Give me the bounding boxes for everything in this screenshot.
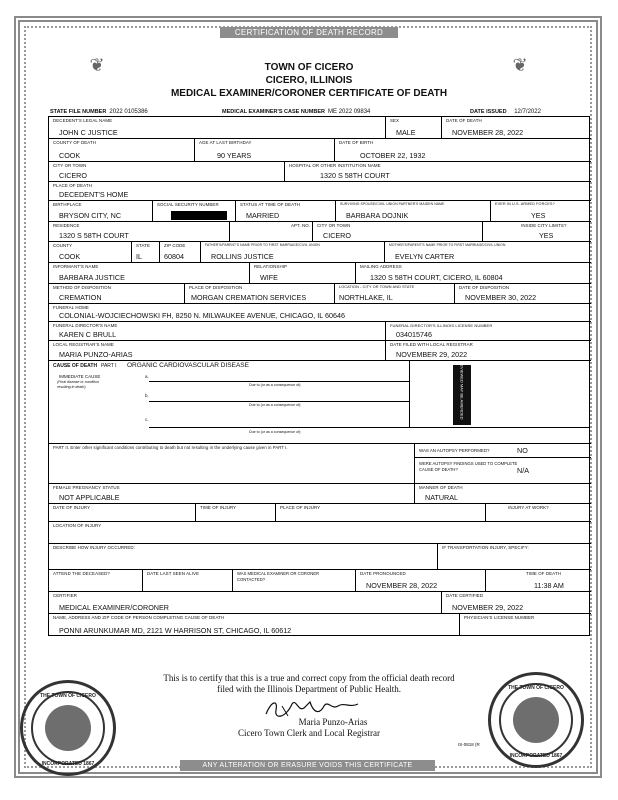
- cause-line-c: [149, 427, 589, 428]
- immediate-cause-note: resulting in death): [57, 385, 86, 389]
- funeral-director-field: FUNERAL DIRECTOR'S NAME KAREN C BRULL: [49, 321, 385, 340]
- cause-letter-b: b.: [145, 393, 149, 398]
- date-certified-field: DATE CERTIFIED NOVEMBER 29, 2022: [441, 591, 591, 613]
- mother-name-field: MOTHER'S/PARENT'S NAME PRIOR TO FIRST MARRIAGE/CIVIL UNION EVELYN CARTER: [384, 241, 591, 262]
- age-field: AGE AT LAST BIRTHDAY 90 YEARS: [194, 138, 334, 161]
- due-to-label: Due to (or as a consequence of):: [249, 430, 302, 434]
- autopsy-field: WAS AN AUTOPSY PERFORMED? NO: [414, 443, 591, 457]
- spouse-field: SURVIVING SPOUSE/CIVIL UNION PARTNER'S MAIDEN NAME BARBARA DOJNIK: [335, 200, 490, 221]
- cause-letter-c: c.: [145, 417, 149, 422]
- part-one-label: PART I: [101, 363, 117, 369]
- date-last-seen-field: DATE LAST SEEN ALIVE: [142, 569, 232, 591]
- father-name-field: FATHER'S/PARENT'S NAME PRIOR TO FIRST MARRIAGE/CIVIL UNION ROLLINS JUSTICE: [200, 241, 384, 262]
- armed-forces-field: EVER IN U.S. ARMED FORCES? YES: [490, 200, 591, 221]
- date-of-birth-field: DATE OF BIRTH OCTOBER 22, 1932: [334, 138, 591, 161]
- date-of-injury-field: DATE OF INJURY: [49, 503, 195, 521]
- ssn-field: SOCIAL SECURITY NUMBER: [152, 200, 235, 221]
- death-certificate-form: [48, 116, 590, 636]
- me-contacted-field: WAS MEDICAL EXAMINER OR CORONER CONTACTED?: [232, 569, 355, 591]
- date-pronounced-field: DATE PRONOUNCED NOVEMBER 28, 2022: [355, 569, 485, 591]
- physician-license-field: PHYSICIAN'S LICENSE NUMBER: [459, 613, 591, 636]
- hospital-field: HOSPITAL OR OTHER INSTITUTION NAME 1320 S 58TH COURT: [284, 161, 591, 181]
- zip-field: ZIP CODE 60804: [159, 241, 200, 262]
- cause-a-value: ORGANIC CARDIOVASCULAR DISEASE: [127, 362, 249, 369]
- certification-banner: CERTIFICATION OF DEATH RECORD: [220, 27, 398, 38]
- injury-at-work-field: INJURY AT WORK?: [485, 503, 591, 521]
- sex-field: SEX MALE: [385, 117, 441, 138]
- immediate-cause-note: (Final disease or condition: [57, 380, 99, 384]
- manner-of-death-field: MANNER OF DEATH NATURAL: [414, 483, 591, 503]
- city-heading: CICERO, ILLINOIS: [265, 75, 353, 86]
- funeral-home-field: FUNERAL HOME COLONIAL-WOJCIECHOWSKI FH, 8250 N. MILWAUKEE AVENUE, CHICAGO, IL 60646: [49, 303, 591, 321]
- date-of-death-field: DATE OF DEATH NOVEMBER 28, 2022: [441, 117, 591, 138]
- county-field: COUNTY COOK: [49, 241, 131, 262]
- certification-line-1: This is to certify that this is a true and correct copy from the official death record: [163, 673, 455, 683]
- completer-field: NAME, ADDRESS AND ZIP CODE OF PERSON COMPLETING CAUSE OF DEATH PONNI ARUNKUMAR MD, 2121 W HARRISON ST, CHICAGO, IL 60612: [49, 613, 459, 636]
- disposition-method-field: METHOD OF DISPOSITION CREMATION: [49, 283, 184, 303]
- town-seal-right: THE TOWN OF CICERO INCORPORATED 1867: [488, 672, 584, 768]
- ssn-redaction: [171, 211, 227, 220]
- local-registrar-field: LOCAL REGISTRAR'S NAME MARIA PUNZO-ARIAS: [49, 340, 385, 360]
- legal-name-field: DECEDENT'S LEGAL NAME JOHN C JUSTICE: [53, 118, 118, 137]
- autopsy-findings-field: WERE AUTOPSY FINDINGS USED TO COMPLETE CAUSE OF DEATH? N/A: [414, 457, 591, 483]
- county-of-death-field: COUNTY OF DEATH COOK: [49, 138, 194, 161]
- injury-description-field: DESCRIBE HOW INJURY OCCURRED:: [49, 543, 437, 569]
- cause-of-death-label: CAUSE OF DEATH: [53, 363, 98, 369]
- registrar-title: Cicero Town Clerk and Local Registrar: [238, 728, 380, 738]
- city-town-field: CITY OR TOWN CICERO: [49, 161, 284, 181]
- state-file-number: STATE FILE NUMBER 2022 0105386: [50, 109, 148, 115]
- time-of-death-field: TIME OF DEATH 11:38 AM: [485, 569, 591, 591]
- corner-ornament-icon: ❦: [89, 55, 105, 75]
- town-seal-left: THE TOWN OF CICERO INCORPORATED 1867: [20, 680, 116, 776]
- alteration-warning-banner: ANY ALTERATION OR ERASURE VOIDS THIS CERTIFICATE: [180, 760, 435, 771]
- location-of-injury-field: LOCATION OF INJURY: [49, 521, 591, 543]
- pregnancy-status-field: FEMALE PREGNANCY STATUS NOT APPLICABLE: [49, 483, 414, 503]
- cause-line-a: [149, 381, 409, 382]
- immediate-cause-label: IMMEDIATE CAUSE: [59, 374, 101, 379]
- date-issued: DATE ISSUED 12/7/2022: [470, 109, 541, 115]
- date-filed-field: DATE FILED WITH LOCAL REGISTRAR NOVEMBER 29, 2022: [385, 340, 591, 360]
- fd-license-field: FUNERAL DIRECTOR'S ILLINOIS LICENSE NUMBER 034015746: [385, 321, 591, 340]
- marital-status-field: STATUS AT TIME OF DEATH MARRIED: [235, 200, 335, 221]
- town-heading: TOWN OF CICERO: [264, 62, 354, 73]
- disposition-date-field: DATE OF DISPOSITION NOVEMBER 30, 2022: [454, 283, 591, 303]
- corner-ornament-icon: ❦: [512, 55, 528, 75]
- due-to-label: Due to (or as a consequence of):: [249, 383, 302, 387]
- cause-line-b: [149, 401, 409, 402]
- form-code: IS-0818 (R: [458, 742, 480, 747]
- cause-divider: [409, 361, 410, 427]
- registrar-name: Maria Punzo-Arias: [298, 717, 368, 727]
- certifier-field: CERTIFIER MEDICAL EXAMINER/CORONER: [49, 591, 441, 613]
- reviewed-stamp: REVIEWED MAY BE AMENDED: [453, 365, 471, 425]
- inside-city-limits-field: INSIDE CITY LIMITS? YES: [482, 221, 591, 241]
- apt-field: APT. NO.: [229, 221, 312, 241]
- disposition-place-field: PLACE OF DISPOSITION MORGAN CREMATION SERVICES: [184, 283, 334, 303]
- attend-deceased-field: ATTEND THE DECEASED?: [49, 569, 142, 591]
- time-of-injury-field: TIME OF INJURY: [195, 503, 275, 521]
- place-of-death-field: PLACE OF DEATH DECEDENT'S HOME: [49, 181, 591, 200]
- me-case-number: MEDICAL EXAMINER'S CASE NUMBER ME 2022 09834: [222, 109, 371, 115]
- place-of-injury-field: PLACE OF INJURY: [275, 503, 485, 521]
- part-two-field: PART II. Enter other significant conditions contributing to death but not resulting in the underlying cause given in PART I.: [49, 443, 414, 483]
- transportation-injury-field: IF TRANSPORTATION INJURY, SPECIFY:: [437, 543, 591, 569]
- certificate-title: MEDICAL EXAMINER/CORONER CERTIFICATE OF DEATH: [170, 88, 448, 99]
- birthplace-field: BIRTHPLACE BRYSON CITY, NC: [49, 200, 152, 221]
- cause-letter-a: a.: [145, 374, 149, 379]
- residence-field: RESIDENCE 1320 S 58TH COURT: [49, 221, 229, 241]
- state-field: STATE IL: [131, 241, 159, 262]
- informant-field: INFORMANT'S NAME BARBARA JUSTICE: [49, 262, 249, 283]
- due-to-label: Due to (or as a consequence of):: [249, 403, 302, 407]
- mailing-address-field: MAILING ADDRESS 1320 S 58TH COURT, CICERO, IL 60804: [355, 262, 591, 283]
- residence-city-field: CITY OR TOWN CICERO: [312, 221, 482, 241]
- relationship-field: RELATIONSHIP WIFE: [249, 262, 355, 283]
- certification-line-2: filed with the Illinois Department of Public Health.: [217, 684, 401, 694]
- cause-of-death-section: [49, 360, 591, 443]
- disposition-location-field: LOCATION - CITY OR TOWN AND STATE NORTHLAKE, IL: [334, 283, 454, 303]
